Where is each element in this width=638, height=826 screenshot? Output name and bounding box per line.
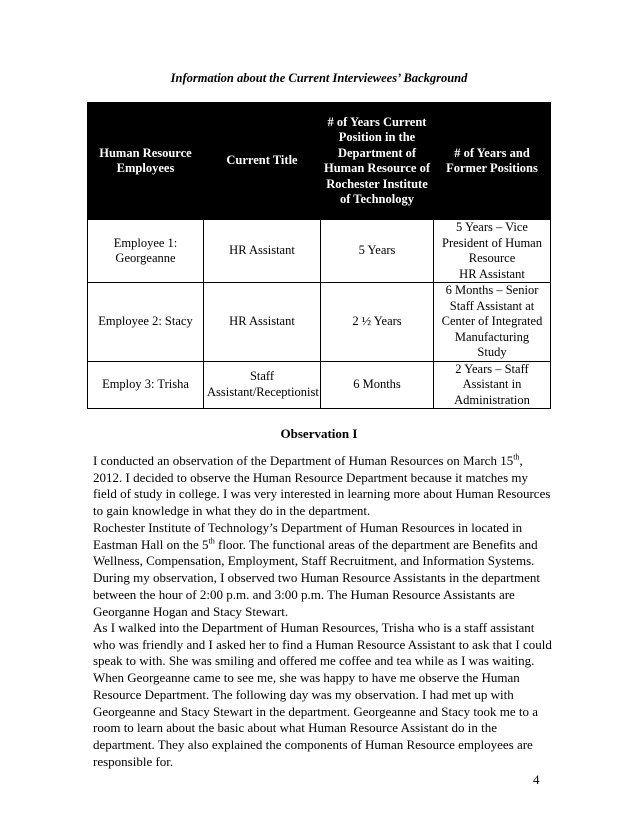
header-former-positions: # of Years and Former Positions [434,103,551,220]
page-number: 4 [533,772,540,787]
paragraph-text: floor. The functional areas of the department are Benefits and Wellness, Compensation, Employment, Staff Recruitment, and Information Systems. During my observation, I observed two Human Resource Assistants in the department between the hour of 2:00 p.m. and 3:00 p.m. The Human Resource Assistants are Georganne Hogan and Stacy Stewart. [93,536,540,619]
cell-former [434,361,551,409]
table-caption: Information about the Current Interviewees’ Background [170,71,468,85]
table-row [88,361,551,409]
cell-title: HR Assistant [204,220,321,283]
paragraph [93,520,553,620]
paragraph-text: I conducted an observation of the Department of Human Resources on March 15 [93,453,514,468]
former-line: Study [477,345,507,359]
former-line: Assistant in [462,377,522,391]
paragraph-text: Rochester Institute of Technology’s Department of Human Resources in located in Eastman Hall on the 5 [93,520,523,552]
table-row [88,220,551,283]
paragraph-text: , 2012. I decided to observe the Human Resource Department because it matches my field of study in college. I was very interested in learning more about Human Resources to gain knowledge in what they do in the department. [93,453,551,519]
former-line: President of Human [442,235,542,250]
former-line: 2 Years – Staff [455,361,529,376]
former-line: Center of Integrated [441,314,543,328]
former-line: Staff Assistant at [449,298,535,313]
cell-years: 6 Months [321,361,434,409]
former-line: 5 Years – Vice [456,220,528,234]
superscript: th [208,536,215,546]
header-current-title: Current Title [204,103,321,220]
superscript: th [513,452,520,462]
former-line: HR Assistant [459,266,525,281]
cell-title: HR Assistant [204,283,321,362]
former-line: Administration [454,392,530,407]
former-line: Resource [468,251,516,265]
cell-employee: Employee 2: Stacy [88,283,204,362]
table-row [88,283,551,362]
interviewee-table [87,102,551,409]
header-employees: Human Resource Employees [88,103,204,220]
title-line: Assistant/Receptionist [207,384,319,399]
former-line: 6 Months – Senior [445,283,539,297]
cell-employee: Employee 1: Georgeanne [88,220,204,283]
cell-former [434,283,551,362]
cell-title [204,361,321,409]
cell-former [434,220,551,283]
cell-years: 2 ½ Years [321,283,434,362]
former-line: Manufacturing [454,329,530,344]
header-years-current: # of Years Current Position in the Department of Human Resource of Rochester Institute of Technology [321,103,434,220]
title-line: Staff [249,369,275,384]
cell-employee: Employ 3: Trisha [88,361,204,409]
section-heading: Observation I [280,426,358,441]
cell-years: 5 Years [321,220,434,283]
table-header-row [88,103,551,220]
paragraph [93,453,553,520]
paragraph: As I walked into the Department of Human Resources, Trisha who is a staff assistant who was friendly and I asked her to find a Human Resource Assistant to ask that I could speak to with. She was smiling and offered me coffee and tea while as I was waiting. When Georgeanne came to see me, she was happy to have me observe the Human Resource Department. The following day was my observation. I had met up with Georgeanne and Stacy Stewart in the department. Georgeanne and Stacy took me to a room to learn about the basic about what Human Resource Assistant do in the department. They also explained the components of Human Resource employees are responsible for. [93,620,552,769]
